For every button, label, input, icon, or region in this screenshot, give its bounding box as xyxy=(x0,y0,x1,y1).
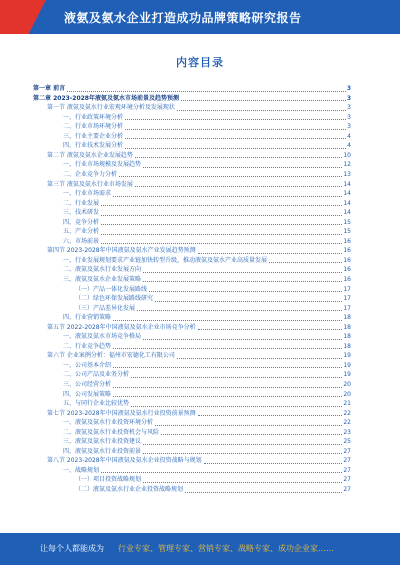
toc-entry[interactable] xyxy=(33,399,351,409)
page-footer xyxy=(0,533,400,565)
toc-leader-dots xyxy=(113,348,342,349)
toc-entry-page: 18 xyxy=(343,323,351,331)
toc-entry[interactable] xyxy=(33,275,351,285)
report-title: 液氨及氨水企业打造成功品牌策略研究报告 xyxy=(64,11,302,25)
toc-entry[interactable] xyxy=(33,342,351,352)
toc-entry-page: 15 xyxy=(343,228,351,236)
table-of-contents xyxy=(33,84,351,495)
toc-leader-dots xyxy=(143,444,342,445)
toc-entry[interactable] xyxy=(33,294,351,304)
toc-leader-dots xyxy=(155,301,342,302)
toc-entry-label: 一、行业政策环境分析 xyxy=(63,113,124,121)
toc-entry-page: 4 xyxy=(347,132,351,140)
toc-entry[interactable] xyxy=(33,218,351,228)
toc-entry-page: 3 xyxy=(346,85,351,93)
toc-entry-label: 二、公司产品及业务分析 xyxy=(63,371,130,379)
toc-entry[interactable] xyxy=(33,332,351,342)
toc-entry-label: 第二节 液氨及氨水企业发展趋势 xyxy=(47,151,133,159)
toc-entry-label: 第六节 企业案例分析：福州市宏德化工有限公司 xyxy=(47,352,175,360)
toc-entry[interactable] xyxy=(33,409,351,419)
toc-leader-dots xyxy=(269,262,342,263)
toc-entry-label: 第二章 2023-2028年液氨及氨水市场前景及趋势预测 xyxy=(33,94,179,102)
toc-entry-label: 四、行业技术发展分析 xyxy=(63,142,124,150)
toc-leader-dots xyxy=(143,339,342,340)
toc-leader-dots xyxy=(125,148,346,149)
toc-entry[interactable] xyxy=(33,361,351,371)
toc-leader-dots xyxy=(161,434,342,435)
toc-entry[interactable] xyxy=(33,103,351,113)
header-accent-shape xyxy=(0,0,46,34)
toc-leader-dots xyxy=(67,91,346,92)
toc-entry-page: 10 xyxy=(343,151,351,159)
toc-entry-page: 4 xyxy=(347,142,351,150)
toc-entry-page: 22 xyxy=(343,409,351,417)
toc-entry-label: 二、液氨及氨水行业发展方向 xyxy=(63,266,142,274)
toc-entry-label: 第三节 液氨及氨水行业市场发展 xyxy=(47,180,133,188)
toc-entry[interactable] xyxy=(33,189,351,199)
toc-leader-dots xyxy=(155,425,342,426)
toc-entry-label: 第四节 2023-2028年中国液氨及氨水产业发展趋势预测 xyxy=(47,247,196,255)
toc-entry-label: （一）项目投资战略规划 xyxy=(75,476,142,484)
toc-entry-label: （一）产品一体化发展路线 xyxy=(75,285,148,293)
toc-entry-page: 22 xyxy=(343,419,351,427)
toc-entry-label: 五、产业分析 xyxy=(63,228,100,236)
toc-entry-page: 14 xyxy=(343,209,351,217)
toc-entry-page: 27 xyxy=(343,486,351,494)
toc-entry[interactable] xyxy=(33,418,351,428)
toc-entry[interactable] xyxy=(33,151,351,161)
toc-entry-label: 第一章 前言 xyxy=(33,85,66,93)
toc-entry-label: 二、企业竞争力分析 xyxy=(63,170,118,178)
toc-entry-page: 16 xyxy=(343,266,351,274)
toc-entry[interactable] xyxy=(33,256,351,266)
toc-entry-page: 27 xyxy=(343,447,351,455)
toc-leader-dots xyxy=(135,157,342,158)
toc-entry-label: 三、液氨及氨水行业投资建议 xyxy=(63,438,142,446)
toc-leader-dots xyxy=(101,234,342,235)
toc-leader-dots xyxy=(113,367,342,368)
toc-leader-dots xyxy=(143,281,342,282)
toc-entry-label: 三、技术研发 xyxy=(63,209,100,217)
toc-entry-page: 16 xyxy=(343,275,351,283)
toc-entry-label: 第七节 2023-2028年中国液氨及氨水行业投资前景预测 xyxy=(47,409,196,417)
toc-entry[interactable] xyxy=(33,447,351,457)
toc-entry-label: 三、公司经营分析 xyxy=(63,381,112,388)
toc-entry-page: 20 xyxy=(343,381,351,388)
toc-entry-page: 3 xyxy=(347,113,351,121)
toc-entry-page: 20 xyxy=(343,390,351,398)
toc-leader-dots xyxy=(119,176,342,177)
toc-entry-page: 27 xyxy=(343,457,351,465)
toc-entry[interactable] xyxy=(33,351,351,361)
toc-entry[interactable] xyxy=(33,237,351,247)
toc-entry-page: 25 xyxy=(343,438,351,446)
toc-entry-label: 第一节 液氨及氨水行业宏观环境分析及发展现状 xyxy=(47,104,175,112)
toc-leader-dots xyxy=(177,358,342,359)
toc-entry[interactable] xyxy=(33,113,351,123)
toc-entry[interactable] xyxy=(33,208,351,218)
toc-leader-dots xyxy=(131,406,342,407)
toc-entry-page: 16 xyxy=(343,237,351,245)
toc-leader-dots xyxy=(135,186,342,187)
toc-entry-page: 12 xyxy=(343,161,351,169)
toc-entry-page: 13 xyxy=(343,170,351,178)
toc-entry-page: 17 xyxy=(343,285,351,293)
toc-leader-dots xyxy=(101,472,342,473)
toc-entry-label: 一、液氨及氨水市场竞争格局 xyxy=(63,333,142,341)
toc-entry-page: 14 xyxy=(343,199,351,207)
toc-entry[interactable] xyxy=(33,84,351,94)
toc-leader-dots xyxy=(143,453,342,454)
toc-leader-dots xyxy=(137,310,342,311)
toc-leader-dots xyxy=(101,215,342,216)
toc-entry-label: （二）绿色环保发展路线研究 xyxy=(75,295,154,303)
toc-entry-label: 一、公司基本介绍 xyxy=(63,361,112,369)
toc-entry-label: 二、行业市场环境分析 xyxy=(63,123,124,131)
toc-leader-dots xyxy=(101,243,342,244)
toc-entry[interactable] xyxy=(33,160,351,170)
toc-entry-label: 一、行业市场需求 xyxy=(63,190,112,198)
toc-entry-label: 二、液氨及氨水行业投资机会与风险 xyxy=(63,428,160,436)
toc-entry-page: 21 xyxy=(343,400,351,408)
toc-entry[interactable] xyxy=(33,304,351,314)
toc-entry-page: 3 xyxy=(347,123,351,131)
toc-entry[interactable] xyxy=(33,428,351,438)
toc-entry-label: 一、行业市场规模及发展趋势 xyxy=(63,161,142,169)
toc-leader-dots xyxy=(181,100,346,101)
toc-entry[interactable] xyxy=(33,246,351,256)
toc-leader-dots xyxy=(143,167,342,168)
toc-leader-dots xyxy=(177,110,346,111)
toc-entry-label: 四、竞争分析 xyxy=(63,218,100,226)
toc-entry[interactable] xyxy=(33,132,351,142)
toc-entry-page: 27 xyxy=(343,476,351,484)
toc-entry-label: 三、液氨及氨水企业发展策略 xyxy=(63,275,142,283)
toc-entry-page: 16 xyxy=(343,247,351,255)
toc-leader-dots xyxy=(143,272,342,273)
toc-entry-label: 二、行业发展 xyxy=(63,199,100,207)
toc-leader-dots xyxy=(149,291,342,292)
toc-leader-dots xyxy=(185,492,342,493)
toc-leader-dots xyxy=(198,329,343,330)
toc-leader-dots xyxy=(125,119,346,120)
toc-leader-dots xyxy=(198,253,343,254)
toc-entry[interactable] xyxy=(33,456,351,466)
toc-entry[interactable] xyxy=(33,179,351,189)
toc-leader-dots xyxy=(198,415,343,416)
toc-leader-dots xyxy=(101,205,342,206)
toc-entry-page: 15 xyxy=(343,218,351,226)
toc-entry[interactable] xyxy=(33,284,351,294)
toc-entry-label: 第八节 2023-2028年中国液氨及氨水企业投资战略与规划 xyxy=(47,457,202,465)
toc-leader-dots xyxy=(113,387,342,388)
toc-entry-label: 三、行业主要企业分析 xyxy=(63,132,124,140)
toc-leader-dots xyxy=(113,320,342,321)
toc-entry-page: 3 xyxy=(347,104,351,112)
toc-entry[interactable] xyxy=(33,141,351,151)
toc-entry-label: 一、液氨及氨水行业投资环境分析 xyxy=(63,419,154,427)
toc-entry-label: 四、液氨及氨水行业投资前景 xyxy=(63,447,142,455)
toc-entry-page: 16 xyxy=(343,256,351,264)
toc-leader-dots xyxy=(143,482,342,483)
toc-entry[interactable] xyxy=(33,122,351,132)
toc-entry[interactable] xyxy=(33,170,351,180)
toc-entry-label: 一、行业发展规划要求产业链加快转型升级，推动液氨及氨水产业高质量发展 xyxy=(63,256,268,264)
footer-slogan: 让每个人都能成为 xyxy=(40,544,104,553)
toc-entry-label: 一、战略规划 xyxy=(63,466,100,474)
toc-entry[interactable] xyxy=(33,265,351,275)
toc-entry[interactable] xyxy=(33,313,351,323)
toc-entry-label: 二、行业竞争趋势 xyxy=(63,342,112,350)
page-header xyxy=(0,0,400,34)
toc-entry-page: 27 xyxy=(343,466,351,474)
toc-entry-page: 14 xyxy=(343,190,351,198)
toc-entry[interactable] xyxy=(33,390,351,400)
toc-leader-dots xyxy=(125,138,346,139)
toc-leader-dots xyxy=(204,463,343,464)
toc-leader-dots xyxy=(131,377,342,378)
toc-entry[interactable] xyxy=(33,475,351,485)
toc-leader-dots xyxy=(101,224,342,225)
toc-entry-label: （三）产品差异化发展 xyxy=(75,304,136,312)
toc-entry-page: 18 xyxy=(343,342,351,350)
toc-leader-dots xyxy=(125,129,346,130)
toc-entry[interactable] xyxy=(33,380,351,390)
toc-entry-label: 四、行业营销策略 xyxy=(63,314,112,322)
toc-entry[interactable] xyxy=(33,370,351,380)
toc-entry[interactable] xyxy=(33,227,351,237)
toc-entry[interactable] xyxy=(33,94,351,104)
footer-slogan-highlight: 行业专家、管理专家、营销专家、战略专家、成功企业家…… xyxy=(118,544,334,553)
toc-entry-page: 19 xyxy=(343,361,351,369)
toc-entry-label: （二）液氨及氨水行业企业投资战略规划 xyxy=(75,486,184,494)
toc-entry-page: 19 xyxy=(343,371,351,379)
toc-entry-page: 3 xyxy=(346,94,351,102)
toc-entry-page: 19 xyxy=(343,352,351,360)
toc-entry-label: 四、公司发展策略 xyxy=(63,390,112,398)
toc-entry-label: 第五节 2022-2028年中国液氨及氨水企业市场竞争分析 xyxy=(47,323,196,331)
toc-entry-label: 六、市场前景 xyxy=(63,237,100,245)
toc-entry[interactable] xyxy=(33,485,351,495)
toc-leader-dots xyxy=(113,196,342,197)
toc-entry-page: 23 xyxy=(343,428,351,436)
toc-entry[interactable] xyxy=(33,323,351,333)
toc-entry-page: 18 xyxy=(343,333,351,341)
toc-entry-page: 18 xyxy=(343,314,351,322)
toc-entry[interactable] xyxy=(33,199,351,209)
toc-entry-label: 五、与同行企业比较优势 xyxy=(63,400,130,408)
toc-heading: 内容目录 xyxy=(176,56,224,69)
toc-entry-page: 17 xyxy=(343,304,351,312)
toc-entry-page: 14 xyxy=(343,180,351,188)
toc-entry-page: 17 xyxy=(343,295,351,303)
toc-leader-dots xyxy=(113,396,342,397)
toc-entry[interactable] xyxy=(33,437,351,447)
toc-entry[interactable] xyxy=(33,466,351,476)
